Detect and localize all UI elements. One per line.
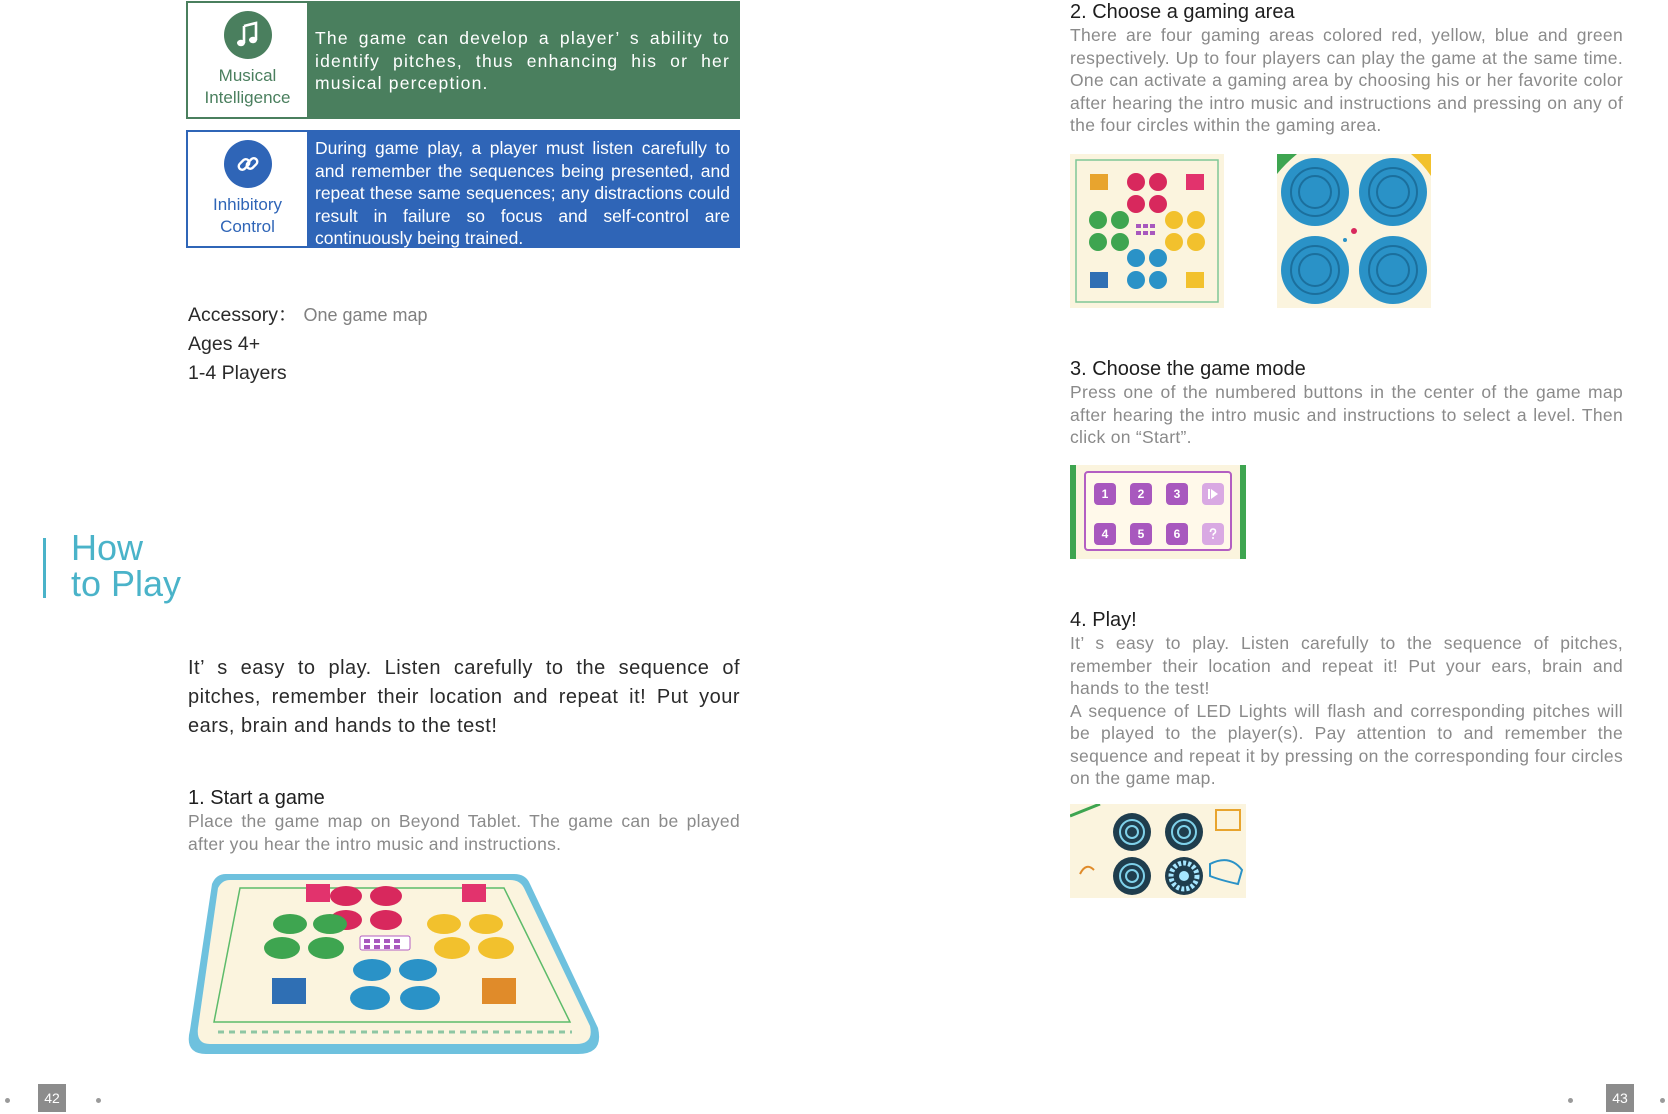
section-accent-bar bbox=[43, 538, 46, 598]
mode-button-5: 5 bbox=[1130, 523, 1152, 545]
intro-paragraph: It’ s easy to play. Listen carefully to the sequence of pitches, remember their location and repeat it! Put your ears, brain and hands to the test! bbox=[188, 657, 740, 737]
skill-label-line2: Intelligence bbox=[204, 88, 291, 107]
page-number-left: 42 bbox=[38, 1084, 66, 1112]
step-3-title: 3. Choose the game mode bbox=[1070, 358, 1306, 380]
skill-label bbox=[204, 65, 290, 109]
mode-button-1: 1 bbox=[1094, 483, 1116, 505]
skill-description: During game play, a player must listen carefully to and remember the sequences being presented, and repeat these same sequences; any distractions could result in failure so focus and self-control are continuously being trained. bbox=[307, 132, 738, 246]
step-2-text: There are four gaming areas colored red, yellow, blue and green respectively. Up to four players can play the game at the same time. One can activate a gaming area by choosing his or her favorite color after hearing the intro music and instructions and pressing on any of the four circles within the gaming area. bbox=[1070, 25, 1623, 135]
mode-button-2: 2 bbox=[1130, 483, 1152, 505]
mode-button-3: 3 bbox=[1166, 483, 1188, 505]
product-meta bbox=[188, 301, 428, 388]
skill-inhibitory-control bbox=[186, 130, 740, 248]
play-icon bbox=[1202, 483, 1224, 505]
page-dot bbox=[1660, 1098, 1665, 1103]
lit-circles-illustration bbox=[1070, 804, 1246, 898]
help-icon bbox=[1202, 523, 1224, 545]
game-map-topdown-illustration bbox=[1070, 154, 1224, 308]
step-4-text bbox=[1070, 632, 1623, 790]
green-edge bbox=[1240, 465, 1246, 559]
skill-label bbox=[213, 194, 282, 238]
page-number-right: 43 bbox=[1606, 1084, 1634, 1112]
mode-button-4: 4 bbox=[1094, 523, 1116, 545]
skill-label-line2: Control bbox=[220, 217, 275, 236]
accessory-label: Accessory： bbox=[188, 304, 298, 326]
skill-label-panel bbox=[188, 132, 307, 246]
skill-label-line1: Musical bbox=[218, 66, 277, 85]
step-3-text: Press one of the numbered buttons in the center of the game map after hearing the intro music and instructions to select a level. Then click on “Start”. bbox=[1070, 382, 1623, 447]
step-2-title: 2. Choose a gaming area bbox=[1070, 1, 1295, 23]
mode-button-grid bbox=[1094, 483, 1224, 549]
accessory-value: One game map bbox=[303, 305, 428, 325]
skill-label-panel bbox=[188, 3, 307, 117]
page-dot bbox=[5, 1098, 10, 1103]
step-1-text: Place the game map on Beyond Tablet. The game can be played after you hear the intro music and instructions. bbox=[188, 811, 740, 854]
step-1-title: 1. Start a game bbox=[188, 787, 325, 809]
skill-description: The game can develop a player’ s ability to identify pitches, thus enhancing his or her musical perception. bbox=[307, 3, 738, 117]
section-title-how-to-play bbox=[71, 527, 182, 604]
music-note-icon bbox=[224, 11, 272, 59]
mode-buttons-illustration bbox=[1070, 465, 1246, 559]
step-4-text-p2: A sequence of LED Lights will flash and corresponding pitches will be played to the player(s). Pay attention to and remember the sequence and repeat it by pressing on the corresponding four circles on the game map. bbox=[1070, 700, 1623, 788]
section-title-line2: to Play bbox=[71, 563, 182, 604]
accessory-line bbox=[188, 301, 428, 330]
step-4-text-p1: It’ s easy to play. Listen carefully to the sequence of pitches, remember their location and repeat it! Put your ears, brain and hands to the test! bbox=[1070, 633, 1623, 698]
skill-musical-intelligence bbox=[186, 1, 740, 119]
skill-label-line1: Inhibitory bbox=[213, 195, 282, 214]
game-map-illustration bbox=[186, 870, 604, 1056]
section-title-line1: How bbox=[71, 527, 144, 568]
mode-button-6: 6 bbox=[1166, 523, 1188, 545]
page-dot bbox=[96, 1098, 101, 1103]
green-edge bbox=[1070, 465, 1076, 559]
blue-circles-illustration bbox=[1277, 154, 1431, 308]
ages-line: Ages 4+ bbox=[188, 333, 261, 355]
step-4-title: 4. Play! bbox=[1070, 609, 1137, 631]
players-line: 1-4 Players bbox=[188, 362, 287, 384]
link-icon bbox=[224, 140, 272, 188]
page-dot bbox=[1568, 1098, 1573, 1103]
